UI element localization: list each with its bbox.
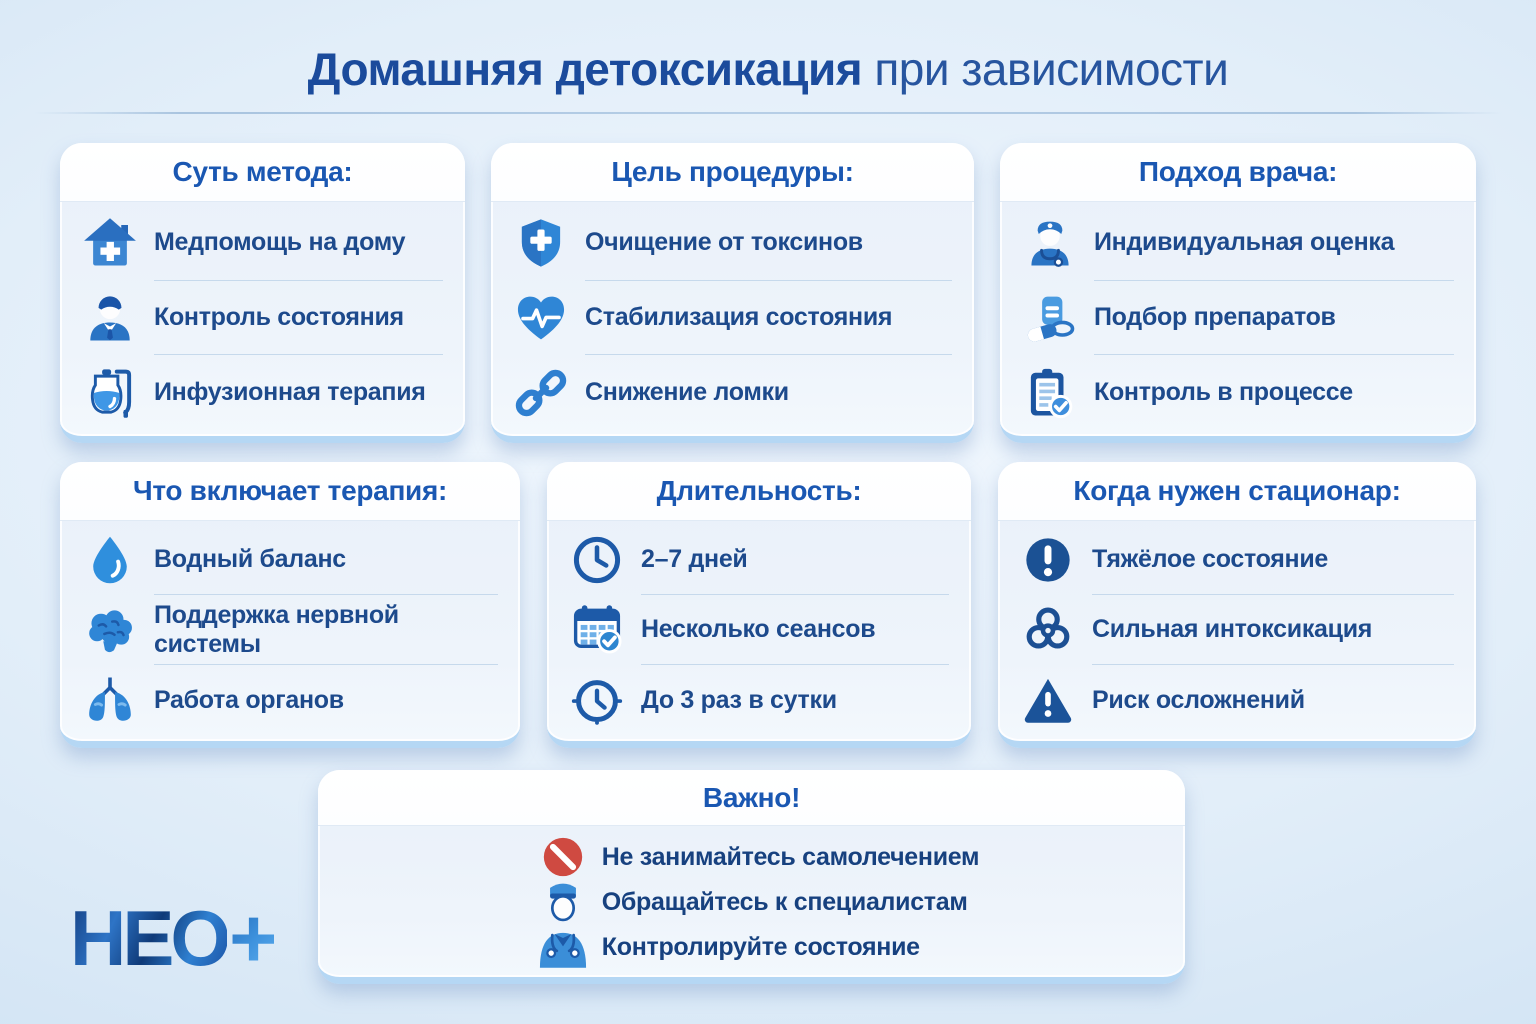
list-item-label: Контроль состояния — [154, 281, 443, 356]
card-important — [318, 770, 1185, 984]
title-divider — [34, 112, 1502, 114]
iv-drip-icon — [80, 366, 140, 420]
cards-row-2 — [60, 462, 1476, 748]
list-item — [567, 595, 949, 665]
calendar-check-icon — [567, 603, 627, 657]
card-header: Подход врача: — [1000, 143, 1476, 202]
shield-cross-icon — [511, 216, 571, 270]
exclamation-circle-icon — [1018, 534, 1078, 586]
card-duration — [547, 462, 971, 748]
card-procedure-goal — [491, 143, 974, 443]
list-item — [80, 206, 443, 281]
important-item-label: Контролируйте состояние — [601, 933, 920, 961]
list-item-label: Стабилизация состояния — [585, 281, 952, 356]
list-item — [567, 525, 949, 595]
list-item — [80, 281, 443, 356]
doctor-icon — [80, 291, 140, 345]
list-item-label: Снижение ломки — [585, 378, 789, 407]
list-item — [1020, 206, 1454, 281]
brand-logo-text: НЕО — [70, 894, 228, 982]
list-item — [1018, 525, 1454, 595]
list-item — [511, 206, 952, 281]
list-item-label: Водный баланс — [154, 525, 498, 595]
chain-icon — [511, 366, 571, 420]
warning-triangle-icon — [1018, 674, 1078, 726]
list-item-label: Риск осложнений — [1092, 685, 1305, 714]
no-entry-icon — [540, 834, 586, 880]
list-item-label: Поддержка нервной системы — [154, 595, 498, 665]
list-item — [1020, 355, 1454, 430]
list-item-label: Очищение от токсинов — [585, 206, 952, 281]
card-header: Цель процедуры: — [491, 143, 974, 202]
page-title-rest: при зависимости — [862, 43, 1229, 95]
pills-icon — [1020, 291, 1080, 345]
card-method-essence — [60, 143, 465, 443]
list-item-label: Несколько сеансов — [641, 595, 949, 665]
brand-logo-plus-icon: + — [229, 891, 275, 985]
card-header: Суть метода: — [60, 143, 465, 202]
card-header: Когда нужен стационар: — [998, 462, 1476, 521]
list-item-label: Тяжёлое состояние — [1092, 525, 1454, 595]
important-item-label: Обращайтесь к специалистам — [601, 888, 968, 916]
list-item — [511, 355, 952, 430]
card-header: Что включает терапия: — [60, 462, 520, 521]
brain-icon — [80, 603, 140, 657]
alarm-clock-icon — [567, 674, 627, 726]
list-item-label: Медпомощь на дому — [154, 206, 443, 281]
card-header: Важно! — [318, 770, 1185, 826]
card-therapy-includes — [60, 462, 520, 748]
list-item — [1020, 281, 1454, 356]
list-item — [80, 355, 443, 430]
list-item — [80, 595, 498, 665]
important-item-label: Не занимайтесь самолечением — [601, 842, 980, 871]
list-item — [1018, 665, 1454, 735]
list-item-label: До 3 раз в сутки — [641, 685, 837, 714]
card-header: Длительность: — [547, 462, 971, 521]
list-item — [567, 665, 949, 735]
brand-logo — [70, 891, 275, 985]
list-item-label: Сильная интоксикация — [1092, 595, 1454, 665]
list-item — [1018, 595, 1454, 665]
list-item-label: 2–7 дней — [641, 525, 949, 595]
list-item — [80, 665, 498, 735]
list-item-label: Инфузионная терапия — [154, 378, 426, 407]
heart-pulse-icon — [511, 291, 571, 345]
page-title-emphasis: Домашняя детоксикация — [307, 43, 863, 95]
list-item — [511, 281, 952, 356]
list-item-label: Подбор препаратов — [1094, 281, 1454, 356]
biohazard-icon — [1018, 603, 1078, 657]
list-item-label: Контроль в процессе — [1094, 378, 1353, 407]
card-doctor-approach — [1000, 143, 1476, 443]
card-hospital-needed — [998, 462, 1476, 748]
clock-icon — [567, 534, 627, 586]
page-title — [0, 42, 1536, 97]
lungs-icon — [80, 673, 140, 727]
water-drop-icon — [80, 534, 140, 586]
house-medical-icon — [80, 216, 140, 270]
doctor-cap-icon — [1020, 216, 1080, 270]
cards-row-1 — [60, 143, 1476, 443]
surgeon-icon — [535, 880, 591, 970]
list-item-label: Работа органов — [154, 685, 344, 714]
list-item — [80, 525, 498, 595]
clipboard-check-icon — [1020, 366, 1080, 420]
list-item-label: Индивидуальная оценка — [1094, 206, 1454, 281]
